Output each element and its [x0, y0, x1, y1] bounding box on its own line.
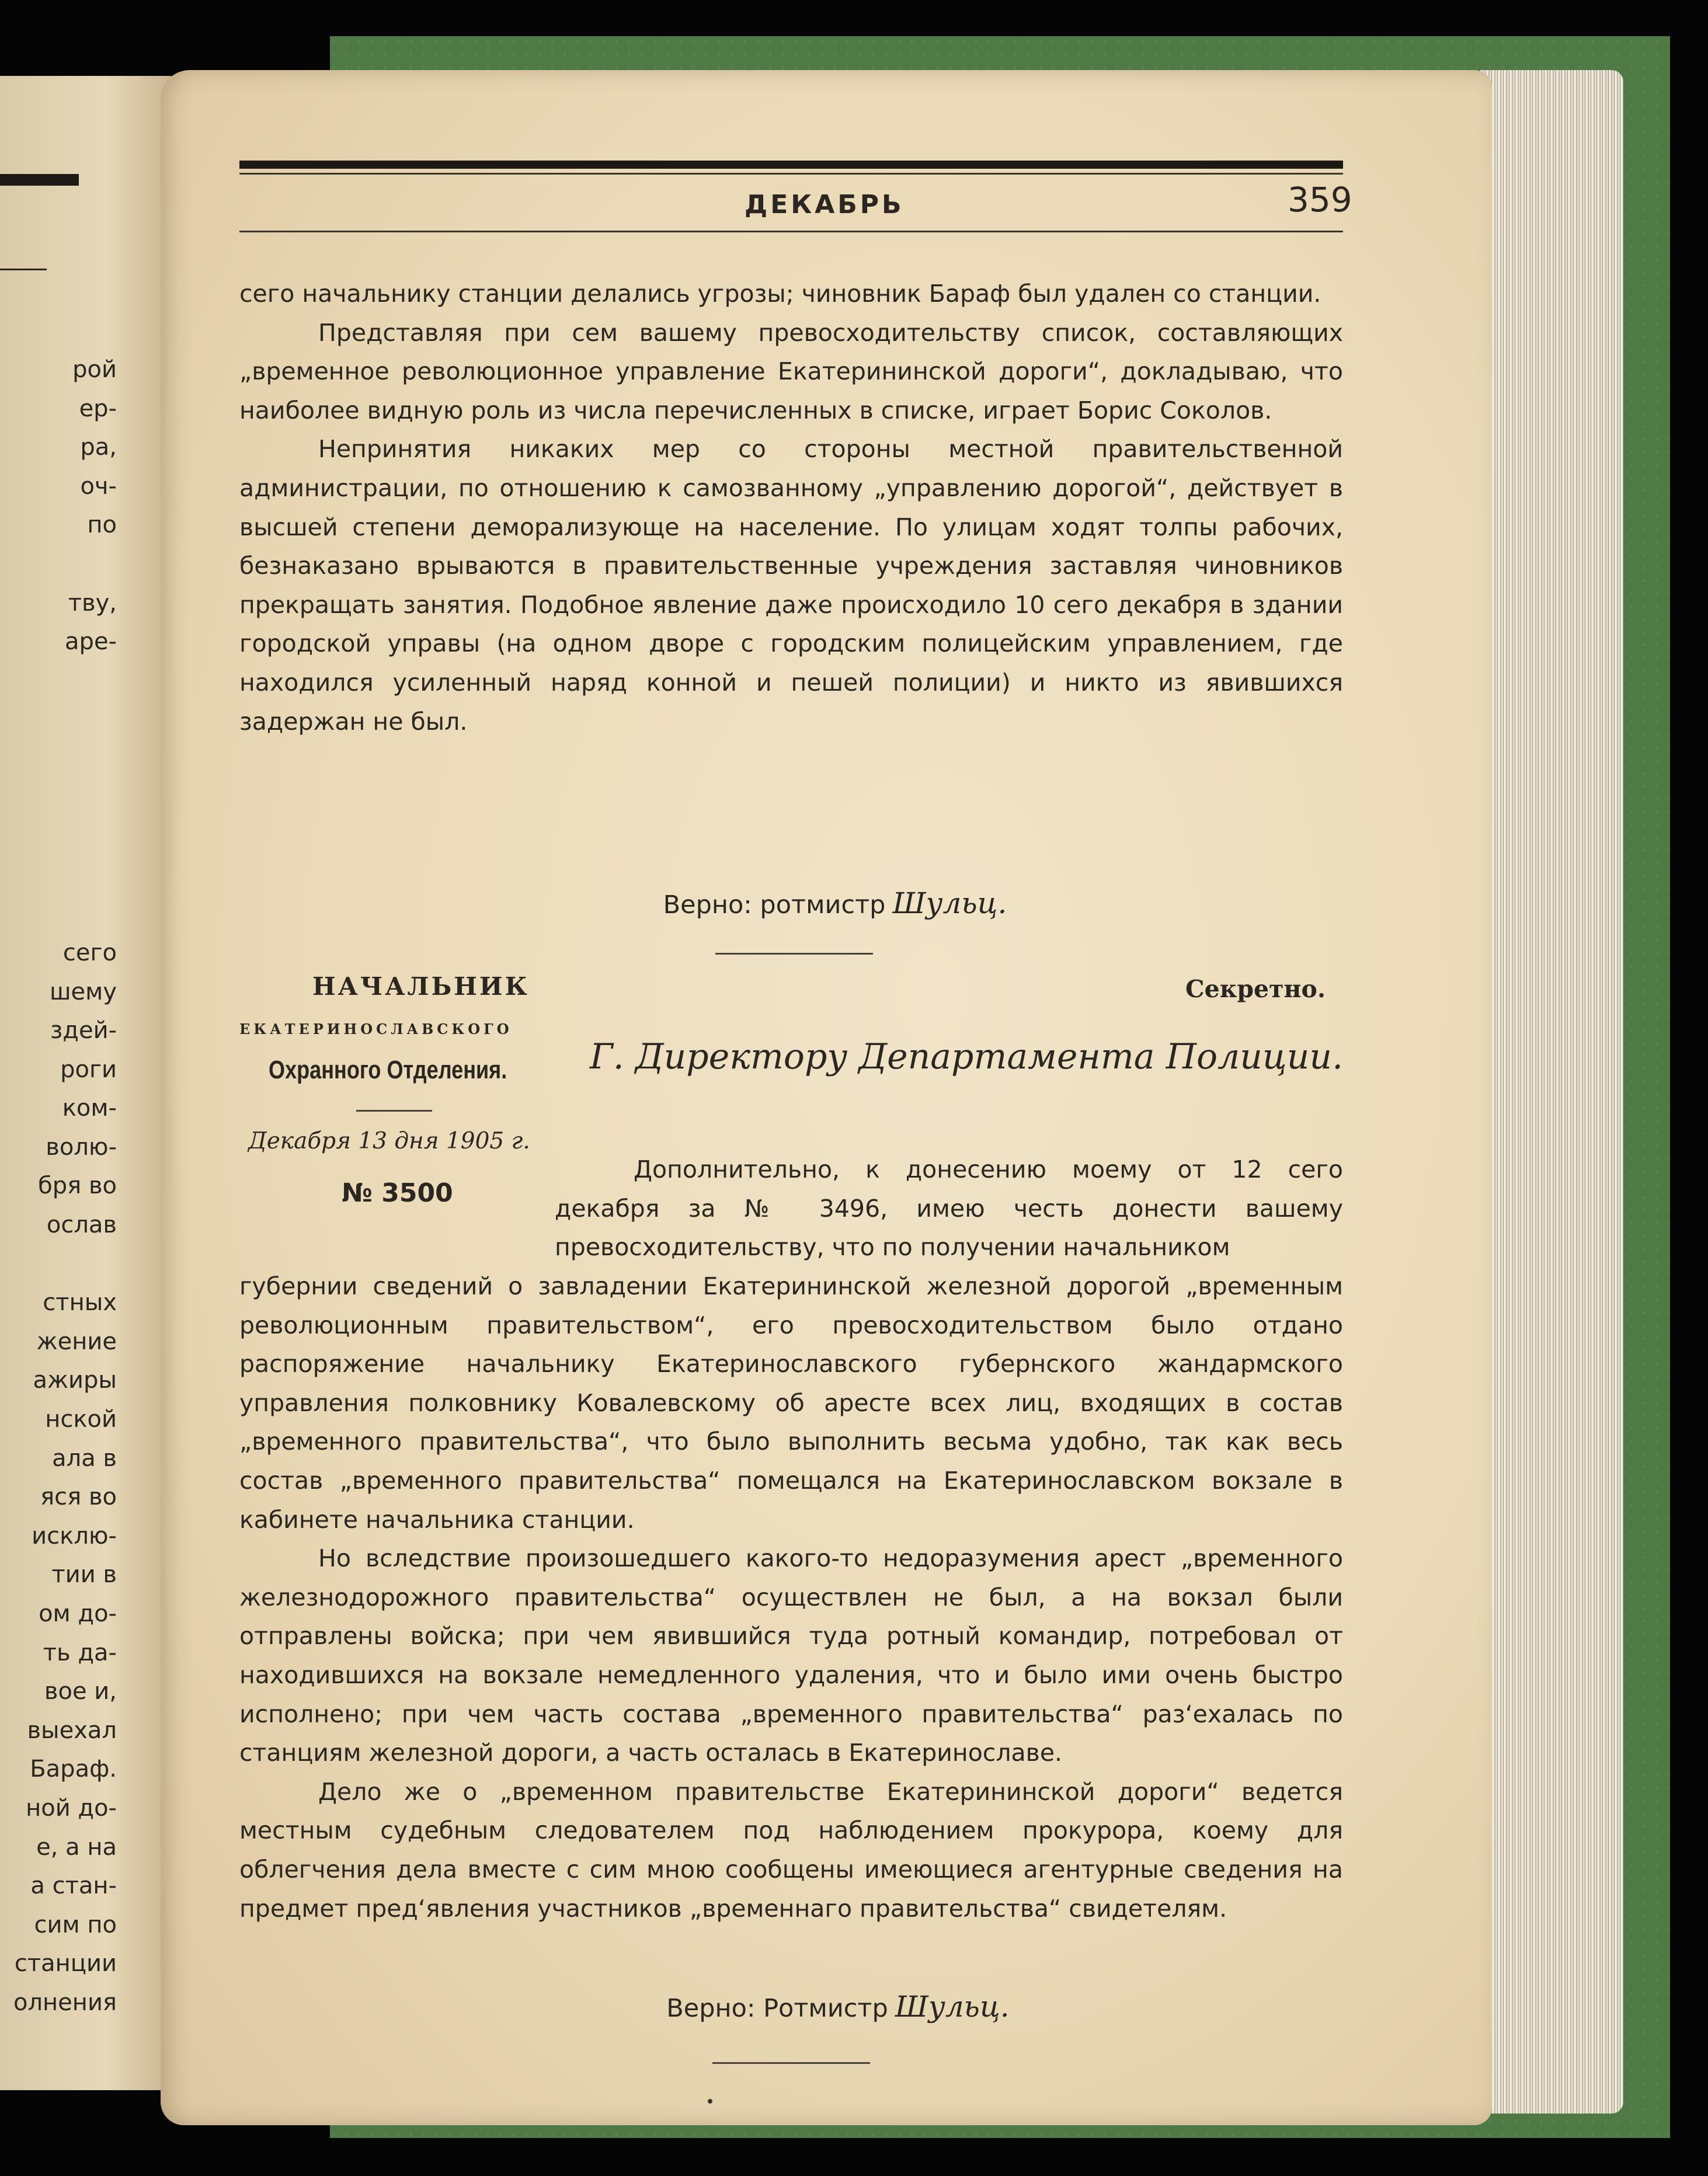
header-thick-rule	[239, 161, 1343, 169]
report-2-intro	[555, 1150, 1343, 1267]
left-page-fragment: роги	[60, 1056, 117, 1083]
left-page-fragment: стных	[43, 1289, 117, 1317]
left-page-fragment: по	[87, 511, 117, 539]
left-page-fragment	[0, 1245, 117, 1284]
classification-stamp: Секретно.	[1185, 975, 1326, 1003]
report-2-paragraph: Дело же о „временном правительстве Екатерининской дороги“ ведется местным судебным следователем под наблюдением прокурора, коему для облегчения дела вместе с сим мною сообщены имеющиеся агентурные сведения на предмет пред‘явления участников „временнаго правительства“ свидетелям.	[239, 1777, 1343, 1923]
signature-label: Верно: ротмистр	[663, 890, 886, 920]
left-page-fragment: ала в	[52, 1444, 117, 1472]
left-page-fragment: жение	[36, 1328, 117, 1355]
report-1-signature	[169, 886, 1501, 920]
left-page-fragment: сего	[62, 939, 117, 966]
letterhead-title: НАЧАЛЬНИК	[312, 972, 530, 1001]
left-page-fragment: а стан-	[30, 1872, 117, 1900]
book-page-edges	[1480, 70, 1623, 2114]
left-page-fragment: нской	[45, 1406, 117, 1433]
letterhead-date: Декабря 13 дня 1905 г.	[248, 1128, 530, 1154]
left-page-fragment: тии в	[51, 1561, 117, 1589]
left-page-fragment	[0, 545, 117, 584]
letterhead-rule	[356, 1110, 432, 1112]
left-page-fragment: ть да-	[43, 1639, 117, 1666]
signature-name: Шульц.	[892, 886, 1007, 920]
report-2-paragraph: Но вследствие произошедшего какого-то недоразумения арест „временного железнодорожного правительства“ осуществлен не был, а на вокзал были отправлены войска; при чем явившийся туда ротный командир, потребовал от находившихся на вокзале немедленного удаления, что и было ими очень быстро исполнено; при чем часть состава „временного правительства“ раз‘ехалась по станциям железной дороги, а часть осталась в Екатеринославе.	[239, 1544, 1343, 1767]
report-1-paragraph: сего начальнику станции делались угрозы; чиновник Бараф был удален со станции.	[239, 280, 1321, 308]
left-page-text-fragments	[0, 350, 117, 2022]
left-page-fragment: ажиры	[33, 1367, 117, 1394]
left-page-fragment: вое и,	[44, 1678, 117, 1705]
left-page-fragment: оч-	[80, 472, 117, 500]
left-page-fragment: рой	[72, 356, 117, 383]
left-page-fragment	[0, 739, 117, 778]
page-number: 359	[1288, 180, 1352, 220]
left-page-fragment: выехал	[27, 1717, 117, 1744]
left-page-fragment	[0, 894, 117, 934]
left-page-fragment: здей-	[50, 1017, 117, 1045]
report-2-signature	[172, 1990, 1504, 2024]
report-2-paragraph: губернии сведений о завладении Екатерининской железной дорогой „временным революционным правительством“, его превосходительством было отдано распоряжение начальнику Екатеринославского губернского жандармского управления полковнику Ковалевскому об аресте всех лиц, входящих в состав „временного правительства“, что было выполнить весьма удобно, так как весь состав „временного правительства“ помещался на Екатеринославском вокзале в кабинете начальника станции.	[239, 1272, 1343, 1534]
signature-label: Верно: Ротмистр	[666, 1994, 888, 2023]
left-page-header-rule	[0, 174, 79, 186]
left-page-fragment: аре-	[65, 628, 117, 656]
left-page-fragment: олнения	[13, 1989, 117, 2016]
left-page-fragment: тву,	[68, 589, 117, 617]
report-2-intro-paragraph: Дополнительно, к донесению моему от 12 сего декабря за № 3496, имею честь донести вашему превосходительству, что по получении начальником	[555, 1155, 1343, 1262]
left-page-fragment	[0, 817, 117, 856]
left-page-fragment: Бараф.	[30, 1756, 117, 1783]
signature-name: Шульц.	[895, 1990, 1010, 2024]
header-thin-rule	[239, 173, 1343, 175]
left-page-fragment	[0, 700, 117, 739]
left-page-fragment: сим по	[34, 1911, 117, 1938]
section-separator	[712, 2062, 870, 2064]
header-bottom-rule	[239, 231, 1343, 232]
left-page-fragment: бря во	[38, 1172, 117, 1200]
report-1-paragraph: Представляя при сем вашему превосходительству список, составляющих „временное революционное управление Екатерининской дороги“, докладываю, что наиболее видную роль из числа перечисленных в списке, играет Борис Соколов.	[239, 318, 1343, 424]
left-page-fragment: шему	[49, 978, 117, 1005]
left-page-fragment: ком-	[62, 1095, 117, 1122]
report-1-body	[239, 274, 1343, 741]
left-page-fragment: е, а на	[36, 1833, 117, 1861]
report-1-paragraph: Непринятия никаких мер со стороны местной правительственной администрации, по отношению к самозванному „управлению дорогой“, действует в высшей степени деморализующе на население. По улицам ходят толпы рабочих, безнаказано врываются в правительственные учреждения заставляя чиновников прекращать занятия. Подобное явление даже происходило 10 сего декабря в здании городской управы (на одном дворе с городским полицейским управлением, где находился усиленный наряд конной и пешей полиции) и никто из явившихся задержан не был.	[239, 435, 1343, 736]
left-page-fragment: ом до-	[39, 1600, 117, 1627]
left-page-fragment	[0, 778, 117, 817]
left-page-fragment: ослав	[46, 1211, 117, 1239]
left-page-fragment: яся во	[40, 1484, 117, 1511]
running-head: ДЕКАБРЬ	[745, 190, 905, 220]
left-page-fragment: исклю-	[32, 1522, 117, 1550]
left-page-fragment: ер-	[79, 395, 117, 422]
page-dot	[708, 2099, 712, 2104]
left-page-fragment: станции	[14, 1950, 117, 1977]
left-page-fragment: ной до-	[26, 1794, 117, 1822]
section-separator	[715, 953, 873, 955]
addressee: Г. Директору Департамента Полиции.	[590, 1036, 1344, 1077]
right-page	[161, 70, 1492, 2125]
left-page-fragment: волю-	[46, 1133, 117, 1161]
left-page-fragment	[0, 856, 117, 895]
left-page-fragment: ра,	[80, 434, 117, 461]
letterhead-number: № 3500	[342, 1178, 453, 1208]
left-page-fragment	[0, 661, 117, 701]
left-page-thin-rule	[0, 269, 47, 270]
letterhead-department: Охранного Отделения.	[269, 1056, 507, 1084]
letterhead-office: ЕКАТЕРИНОСЛАВСКОГО	[239, 1021, 513, 1037]
report-2-body	[239, 1267, 1343, 1928]
